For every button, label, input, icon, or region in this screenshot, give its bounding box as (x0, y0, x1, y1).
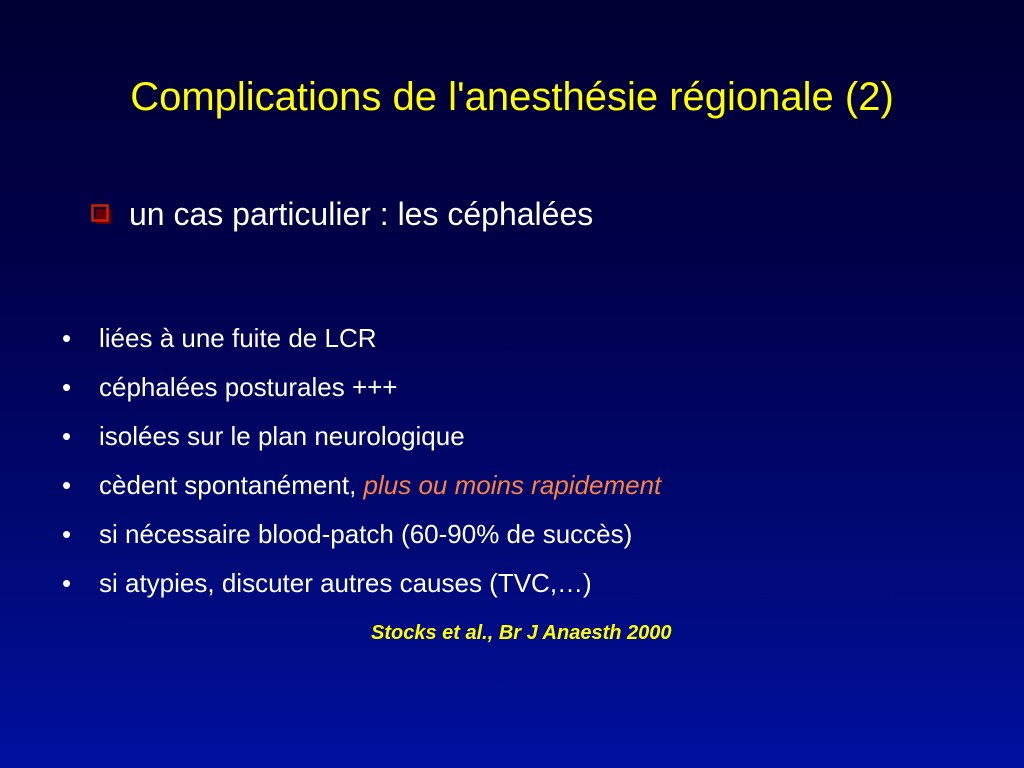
bullet-text: céphalées posturales +++ (99, 372, 398, 402)
bullet-dot: • (62, 470, 72, 500)
list-item (62, 412, 661, 461)
list-item (62, 461, 661, 510)
slide-title: Complications de l'anesthésie régionale (2) (130, 75, 894, 119)
bullet-text: cèdent spontanément, (99, 470, 364, 500)
bullet-text: si atypies, discuter autres causes (TVC,…) (99, 568, 592, 598)
main-point (91, 192, 593, 236)
bullet-dot: • (62, 519, 72, 549)
bullet-dot: • (62, 421, 72, 451)
list-item (62, 363, 661, 412)
bullet-dot: • (62, 372, 72, 402)
bullet-text: isolées sur le plan neurologique (99, 421, 465, 451)
citation: Stocks et al., Br J Anaesth 2000 (371, 622, 672, 644)
bullet-dot: • (62, 568, 72, 598)
bullet-dot: • (62, 323, 72, 353)
bullet-text: liées à une fuite de LCR (99, 323, 377, 353)
bullet-text: si nécessaire blood-patch (60-90% de succès) (99, 519, 633, 549)
checkbox-icon (91, 204, 111, 224)
bullet-accent-text: plus ou moins rapidement (363, 470, 662, 500)
list-item (62, 559, 661, 608)
list-item (62, 314, 661, 363)
list-item (62, 510, 661, 559)
bullet-list (62, 314, 661, 608)
main-point-text: un cas particulier : les céphalées (129, 196, 594, 232)
